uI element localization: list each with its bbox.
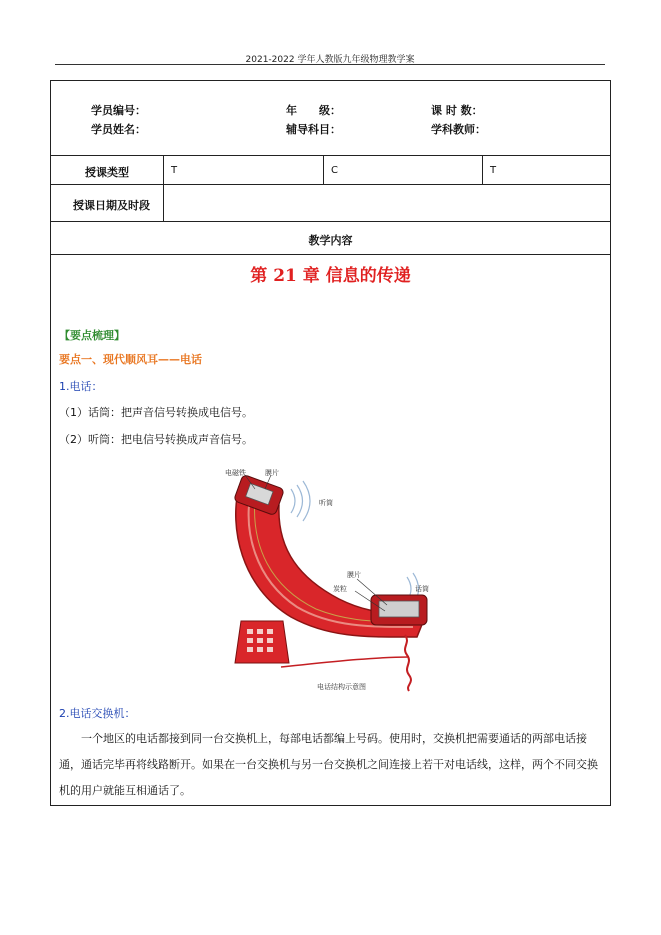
label-diaphragm-top: 膜片 (265, 469, 279, 477)
switchboard-paragraph: 一个地区的电话都接到同一台交换机上，每部电话都编上号码。使用时，交换机把需要通话的两部电话接通，通话完毕再将线路断开。如果在一台交换机与另一台交换机之间连接上若干对电话线，这样，两个不同交换机的用户就能互相通话了。 (59, 732, 598, 797)
content-title: 教学内容 (308, 234, 353, 247)
base-cord (281, 657, 409, 667)
telephone-diagram (221, 467, 441, 695)
point-heading: 要点一、现代顺风耳——电话 (59, 353, 202, 366)
mouthpiece-desc: （1）话筒：把声音信号转换成电信号。 (59, 406, 253, 419)
earpiece-desc: （2）听筒：把电信号转换成声音信号。 (59, 433, 253, 446)
label-mouthpiece: 话筒 (415, 585, 429, 593)
item-heading-switchboard: 2.电话交换机： (59, 707, 136, 720)
divider (163, 156, 164, 184)
lesson-date-row (50, 184, 611, 222)
grade-label: 年 级： (286, 104, 341, 117)
divider (482, 156, 483, 184)
label-electromagnet: 电磁铁 (225, 469, 246, 477)
label-earpiece: 听筒 (319, 499, 333, 507)
lesson-type-label: 授课类型 (85, 166, 129, 179)
divider (323, 156, 324, 184)
student-name-label: 学员姓名： (91, 123, 146, 136)
student-id-label: 学员编号： (91, 104, 146, 117)
label-diaphragm-bottom: 膜片 (347, 571, 361, 579)
lesson-type-value-1: T (171, 165, 178, 176)
teacher-label: 学科教师： (431, 123, 486, 136)
figure-caption: 电话结构示意图 (317, 683, 366, 691)
section-tag: 【要点梳理】 (59, 329, 125, 342)
content-title-row (50, 221, 611, 255)
lesson-type-value-3: T (490, 165, 497, 176)
content-body (50, 254, 611, 806)
item-heading-telephone: 1.电话： (59, 380, 103, 393)
student-info-block (50, 80, 611, 156)
divider (163, 185, 164, 221)
telephone-diagram-svg (221, 467, 441, 695)
lesson-type-value-2: C (331, 165, 338, 176)
lesson-count-label: 课 时 数： (431, 104, 483, 117)
chapter-title: 第 21 章 信息的传递 (250, 266, 411, 286)
page-header: 2021-2022 学年人教版九年级物理教学案 (245, 55, 415, 65)
lesson-type-row (50, 155, 611, 185)
label-carbon: 炭粒 (333, 585, 347, 593)
lesson-date-label: 授课日期及时段 (73, 199, 150, 212)
subject-label: 辅导科目： (286, 123, 341, 136)
header-rule (55, 64, 605, 65)
keypad (247, 629, 273, 652)
coiled-cord (405, 635, 411, 691)
